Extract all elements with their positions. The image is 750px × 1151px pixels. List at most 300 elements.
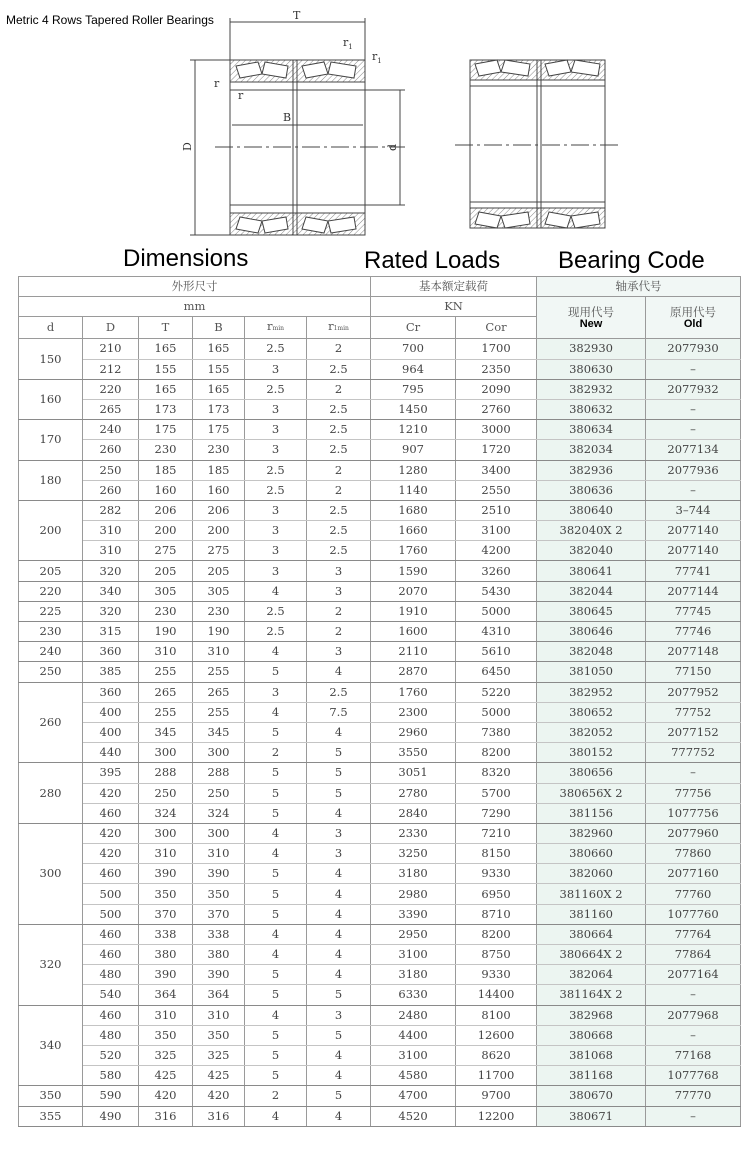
cell-T: 420	[139, 1086, 193, 1106]
table-row	[19, 884, 741, 904]
dimensions-cn-header: 外形尺寸	[19, 277, 371, 297]
cell-cr: 2950	[371, 924, 456, 944]
cell-d: 240	[19, 642, 83, 662]
cell-d: 350	[19, 1086, 83, 1106]
label-d: d	[386, 143, 399, 151]
cell-new-code: 380632	[537, 399, 646, 419]
cell-old-code: 2077134	[646, 440, 741, 460]
cell-D: 460	[83, 945, 139, 965]
bearing-code-cn-header: 轴承代号	[537, 277, 741, 297]
cell-T: 380	[139, 945, 193, 965]
table-row	[19, 783, 741, 803]
table-row	[19, 561, 741, 581]
cell-D: 460	[83, 864, 139, 884]
cell-d: 340	[19, 1005, 83, 1086]
cell-new-code: 382060	[537, 864, 646, 884]
label-D: D	[181, 142, 194, 151]
cell-D: 460	[83, 803, 139, 823]
cell-B: 165	[193, 379, 245, 399]
cell-B: 155	[193, 359, 245, 379]
cell-new-code: 380630	[537, 359, 646, 379]
cell-D: 340	[83, 581, 139, 601]
cell-B: 255	[193, 662, 245, 682]
cell-r: 3	[245, 359, 307, 379]
cell-cr: 6330	[371, 985, 456, 1005]
cell-new-code: 382930	[537, 339, 646, 359]
table-row	[19, 722, 741, 742]
cell-cr: 2960	[371, 722, 456, 742]
old-code-header: 原用代号 Old	[646, 297, 741, 339]
cell-cr: 1600	[371, 622, 456, 642]
cell-B: 390	[193, 864, 245, 884]
label-B: B	[283, 111, 292, 124]
cell-D: 315	[83, 622, 139, 642]
cell-r: 4	[245, 642, 307, 662]
cell-r: 4	[245, 844, 307, 864]
cell-d: 170	[19, 420, 83, 460]
cell-r1: 5	[307, 743, 371, 763]
cell-cor: 5430	[456, 581, 537, 601]
table-row	[19, 702, 741, 722]
cell-D: 360	[83, 682, 139, 702]
cell-cor: 7380	[456, 722, 537, 742]
cell-cr: 3550	[371, 743, 456, 763]
cell-cr: 964	[371, 359, 456, 379]
right-bearing-drawing	[455, 60, 620, 228]
cell-cor: 11700	[456, 1066, 537, 1086]
cell-cor: 3260	[456, 561, 537, 581]
cell-cr: 2840	[371, 803, 456, 823]
cell-cr: 1760	[371, 682, 456, 702]
cell-old-code: 2077952	[646, 682, 741, 702]
cell-new-code: 380656X 2	[537, 783, 646, 803]
cell-T: 310	[139, 642, 193, 662]
cell-new-code: 380670	[537, 1086, 646, 1106]
cell-D: 265	[83, 399, 139, 419]
cell-B: 185	[193, 460, 245, 480]
cell-T: 390	[139, 965, 193, 985]
cell-B: 425	[193, 1066, 245, 1086]
cell-D: 320	[83, 561, 139, 581]
cell-r1: 7.5	[307, 702, 371, 722]
cell-cr: 4580	[371, 1066, 456, 1086]
cell-old-code: 2077140	[646, 521, 741, 541]
cell-T: 173	[139, 399, 193, 419]
cell-cor: 8150	[456, 844, 537, 864]
cell-D: 260	[83, 480, 139, 500]
cell-B: 310	[193, 844, 245, 864]
cell-old-code: –	[646, 359, 741, 379]
cell-B: 338	[193, 924, 245, 944]
cell-T: 250	[139, 783, 193, 803]
col-d-header: d	[19, 317, 83, 339]
cell-r: 2	[245, 1086, 307, 1106]
table-row	[19, 662, 741, 682]
cell-r: 5	[245, 1025, 307, 1045]
page-title: Metric 4 Rows Tapered Roller Bearings	[6, 13, 214, 27]
cell-r: 4	[245, 1005, 307, 1025]
cell-r: 4	[245, 945, 307, 965]
cell-cr: 2980	[371, 884, 456, 904]
cell-r: 3	[245, 521, 307, 541]
cell-r1: 5	[307, 1025, 371, 1045]
cell-B: 390	[193, 965, 245, 985]
cell-r1: 3	[307, 561, 371, 581]
cell-r1: 5	[307, 783, 371, 803]
cell-old-code: 77741	[646, 561, 741, 581]
cell-B: 300	[193, 823, 245, 843]
cell-T: 288	[139, 763, 193, 783]
cell-d: 205	[19, 561, 83, 581]
cell-r: 2.5	[245, 601, 307, 621]
table-row	[19, 763, 741, 783]
cell-new-code: 380646	[537, 622, 646, 642]
cell-d: 300	[19, 823, 83, 924]
table-row	[19, 399, 741, 419]
cell-cor: 9700	[456, 1086, 537, 1106]
cell-B: 324	[193, 803, 245, 823]
cell-d: 260	[19, 682, 83, 763]
cell-B: 420	[193, 1086, 245, 1106]
cell-T: 205	[139, 561, 193, 581]
cell-new-code: 382932	[537, 379, 646, 399]
cell-D: 460	[83, 1005, 139, 1025]
cell-T: 255	[139, 662, 193, 682]
cell-D: 500	[83, 884, 139, 904]
cell-cr: 1140	[371, 480, 456, 500]
cell-D: 320	[83, 601, 139, 621]
cell-cr: 4520	[371, 1106, 456, 1126]
cell-cr: 3100	[371, 945, 456, 965]
cell-d: 200	[19, 500, 83, 561]
cell-T: 200	[139, 521, 193, 541]
cell-D: 240	[83, 420, 139, 440]
bearing-spec-table	[18, 276, 741, 1127]
col-cor-header: Cor	[456, 317, 537, 339]
cell-cor: 1720	[456, 440, 537, 460]
cell-r1: 4	[307, 1045, 371, 1065]
cell-r: 3	[245, 682, 307, 702]
cell-cr: 3250	[371, 844, 456, 864]
cell-B: 255	[193, 702, 245, 722]
cell-cor: 3100	[456, 521, 537, 541]
cell-B: 288	[193, 763, 245, 783]
cell-old-code: –	[646, 763, 741, 783]
bearing-cross-section-drawing	[0, 0, 750, 245]
cell-cr: 2070	[371, 581, 456, 601]
cell-B: 325	[193, 1045, 245, 1065]
cell-new-code: 382040X 2	[537, 521, 646, 541]
table-row	[19, 642, 741, 662]
label-T: T	[293, 9, 301, 22]
cell-D: 212	[83, 359, 139, 379]
cell-new-code: 380664	[537, 924, 646, 944]
col-r1-header: r1min	[307, 317, 371, 339]
cell-d: 230	[19, 622, 83, 642]
cell-T: 324	[139, 803, 193, 823]
cell-T: 316	[139, 1106, 193, 1126]
cell-r: 2.5	[245, 480, 307, 500]
label-r-inner: r	[238, 89, 244, 102]
cell-old-code: 2077936	[646, 460, 741, 480]
table-row	[19, 985, 741, 1005]
cell-cr: 2110	[371, 642, 456, 662]
unit-kn-header: KN	[371, 297, 537, 317]
cell-B: 310	[193, 1005, 245, 1025]
cell-old-code: 2077930	[646, 339, 741, 359]
cell-r1: 2	[307, 379, 371, 399]
cell-T: 325	[139, 1045, 193, 1065]
cell-B: 316	[193, 1106, 245, 1126]
cell-cr: 3390	[371, 904, 456, 924]
cell-D: 210	[83, 339, 139, 359]
cell-r: 3	[245, 561, 307, 581]
cell-D: 500	[83, 904, 139, 924]
cell-B: 265	[193, 682, 245, 702]
cell-new-code: 380656	[537, 763, 646, 783]
cell-r1: 4	[307, 722, 371, 742]
cell-r: 2.5	[245, 460, 307, 480]
cell-r: 5	[245, 722, 307, 742]
cell-r1: 4	[307, 945, 371, 965]
cell-cr: 700	[371, 339, 456, 359]
cell-new-code: 382064	[537, 965, 646, 985]
cell-r1: 2	[307, 460, 371, 480]
table-row	[19, 379, 741, 399]
cell-cor: 12200	[456, 1106, 537, 1126]
cell-new-code: 382968	[537, 1005, 646, 1025]
cell-r1: 5	[307, 985, 371, 1005]
col-B-header: B	[193, 317, 245, 339]
cell-cor: 5700	[456, 783, 537, 803]
cell-T: 310	[139, 1005, 193, 1025]
cell-D: 420	[83, 844, 139, 864]
cell-old-code: 77150	[646, 662, 741, 682]
cell-T: 230	[139, 601, 193, 621]
cell-D: 520	[83, 1045, 139, 1065]
cell-old-code: 77168	[646, 1045, 741, 1065]
spec-table-body	[19, 339, 741, 1126]
cell-old-code: 777752	[646, 743, 741, 763]
cell-r: 5	[245, 904, 307, 924]
cell-r1: 3	[307, 844, 371, 864]
cell-B: 165	[193, 339, 245, 359]
cell-old-code: 77760	[646, 884, 741, 904]
cell-r1: 2	[307, 480, 371, 500]
cell-T: 390	[139, 864, 193, 884]
cell-cor: 7290	[456, 803, 537, 823]
cell-D: 480	[83, 1025, 139, 1045]
cell-cr: 1590	[371, 561, 456, 581]
cell-B: 350	[193, 1025, 245, 1045]
cell-r1: 5	[307, 763, 371, 783]
cell-r: 3	[245, 420, 307, 440]
cell-r: 3	[245, 440, 307, 460]
cell-old-code: 2077164	[646, 965, 741, 985]
table-row	[19, 1086, 741, 1106]
cell-d: 160	[19, 379, 83, 419]
cell-cor: 8750	[456, 945, 537, 965]
cell-r: 2	[245, 743, 307, 763]
cell-cor: 1700	[456, 339, 537, 359]
cell-old-code: –	[646, 985, 741, 1005]
cell-new-code: 380636	[537, 480, 646, 500]
cell-new-code: 382052	[537, 722, 646, 742]
cell-cor: 8100	[456, 1005, 537, 1025]
cell-cr: 2870	[371, 662, 456, 682]
col-D-header: D	[83, 317, 139, 339]
cell-D: 440	[83, 743, 139, 763]
cell-D: 420	[83, 823, 139, 843]
cell-new-code: 381160X 2	[537, 884, 646, 904]
cell-T: 370	[139, 904, 193, 924]
cell-old-code: 77770	[646, 1086, 741, 1106]
cell-old-code: 77752	[646, 702, 741, 722]
cell-r1: 2.5	[307, 440, 371, 460]
cell-r1: 3	[307, 581, 371, 601]
cell-cor: 2760	[456, 399, 537, 419]
table-row	[19, 803, 741, 823]
cell-cr: 1450	[371, 399, 456, 419]
cell-new-code: 380671	[537, 1106, 646, 1126]
cell-new-code: 381068	[537, 1045, 646, 1065]
cell-cor: 2510	[456, 500, 537, 520]
cell-old-code: –	[646, 420, 741, 440]
table-row	[19, 500, 741, 520]
cell-r1: 4	[307, 864, 371, 884]
cell-B: 364	[193, 985, 245, 1005]
table-row	[19, 420, 741, 440]
cell-old-code: 2077160	[646, 864, 741, 884]
cell-T: 300	[139, 743, 193, 763]
cell-r: 4	[245, 702, 307, 722]
table-row	[19, 521, 741, 541]
cell-d: 220	[19, 581, 83, 601]
cell-cr: 2330	[371, 823, 456, 843]
cell-cor: 5000	[456, 702, 537, 722]
bearing-code-heading: Bearing Code	[558, 247, 705, 274]
table-row	[19, 581, 741, 601]
cell-new-code: 382040	[537, 541, 646, 561]
cell-old-code: 2077148	[646, 642, 741, 662]
cell-cor: 2090	[456, 379, 537, 399]
cell-cor: 5610	[456, 642, 537, 662]
cell-B: 345	[193, 722, 245, 742]
cell-old-code: 77864	[646, 945, 741, 965]
cell-r1: 3	[307, 823, 371, 843]
cell-D: 282	[83, 500, 139, 520]
cell-old-code: –	[646, 399, 741, 419]
cell-new-code: 381160	[537, 904, 646, 924]
cell-old-code: 2077152	[646, 722, 741, 742]
cell-T: 364	[139, 985, 193, 1005]
cell-d: 225	[19, 601, 83, 621]
cell-r1: 2.5	[307, 521, 371, 541]
cell-r1: 4	[307, 884, 371, 904]
cell-cr: 1680	[371, 500, 456, 520]
cell-T: 165	[139, 379, 193, 399]
cell-D: 310	[83, 541, 139, 561]
cell-cr: 3180	[371, 965, 456, 985]
cell-r: 5	[245, 763, 307, 783]
cell-r: 2.5	[245, 622, 307, 642]
cell-new-code: 382034	[537, 440, 646, 460]
cell-cor: 9330	[456, 864, 537, 884]
cell-d: 180	[19, 460, 83, 500]
cell-B: 250	[193, 783, 245, 803]
table-row	[19, 601, 741, 621]
table-row	[19, 1005, 741, 1025]
cell-T: 350	[139, 1025, 193, 1045]
cell-cr: 1210	[371, 420, 456, 440]
cell-D: 420	[83, 783, 139, 803]
col-T-header: T	[139, 317, 193, 339]
cell-T: 165	[139, 339, 193, 359]
cell-new-code: 382960	[537, 823, 646, 843]
table-row	[19, 541, 741, 561]
table-row	[19, 1066, 741, 1086]
table-row	[19, 904, 741, 924]
cell-r1: 2	[307, 601, 371, 621]
cell-T: 206	[139, 500, 193, 520]
table-row	[19, 965, 741, 985]
cell-cor: 2550	[456, 480, 537, 500]
cell-old-code: 2077968	[646, 1005, 741, 1025]
cell-r1: 3	[307, 642, 371, 662]
cell-new-code: 380652	[537, 702, 646, 722]
cell-T: 175	[139, 420, 193, 440]
table-row	[19, 1025, 741, 1045]
cell-T: 185	[139, 460, 193, 480]
cell-new-code: 380660	[537, 844, 646, 864]
cell-T: 338	[139, 924, 193, 944]
cell-r: 5	[245, 985, 307, 1005]
cell-new-code: 382048	[537, 642, 646, 662]
cell-new-code: 381168	[537, 1066, 646, 1086]
cell-D: 385	[83, 662, 139, 682]
cell-r1: 2	[307, 622, 371, 642]
cell-r1: 4	[307, 904, 371, 924]
cell-T: 155	[139, 359, 193, 379]
cell-r1: 2.5	[307, 420, 371, 440]
col-r-header: rmin	[245, 317, 307, 339]
cell-r1: 4	[307, 1106, 371, 1126]
cell-new-code: 382952	[537, 682, 646, 702]
cell-r1: 2.5	[307, 541, 371, 561]
cell-cr: 2780	[371, 783, 456, 803]
cell-d: 280	[19, 763, 83, 824]
cell-new-code: 380641	[537, 561, 646, 581]
cell-cr: 3051	[371, 763, 456, 783]
cell-new-code: 381050	[537, 662, 646, 682]
cell-cor: 8710	[456, 904, 537, 924]
cell-r1: 4	[307, 1066, 371, 1086]
cell-B: 206	[193, 500, 245, 520]
unit-mm-header: mm	[19, 297, 371, 317]
cell-cr: 1280	[371, 460, 456, 480]
cell-r1: 4	[307, 965, 371, 985]
cell-B: 205	[193, 561, 245, 581]
cell-cor: 8200	[456, 743, 537, 763]
cell-cor: 8620	[456, 1045, 537, 1065]
cell-old-code: –	[646, 1025, 741, 1045]
cell-T: 350	[139, 884, 193, 904]
cell-cr: 3100	[371, 1045, 456, 1065]
table-row	[19, 743, 741, 763]
cell-B: 370	[193, 904, 245, 924]
cell-old-code: 77860	[646, 844, 741, 864]
table-row	[19, 924, 741, 944]
